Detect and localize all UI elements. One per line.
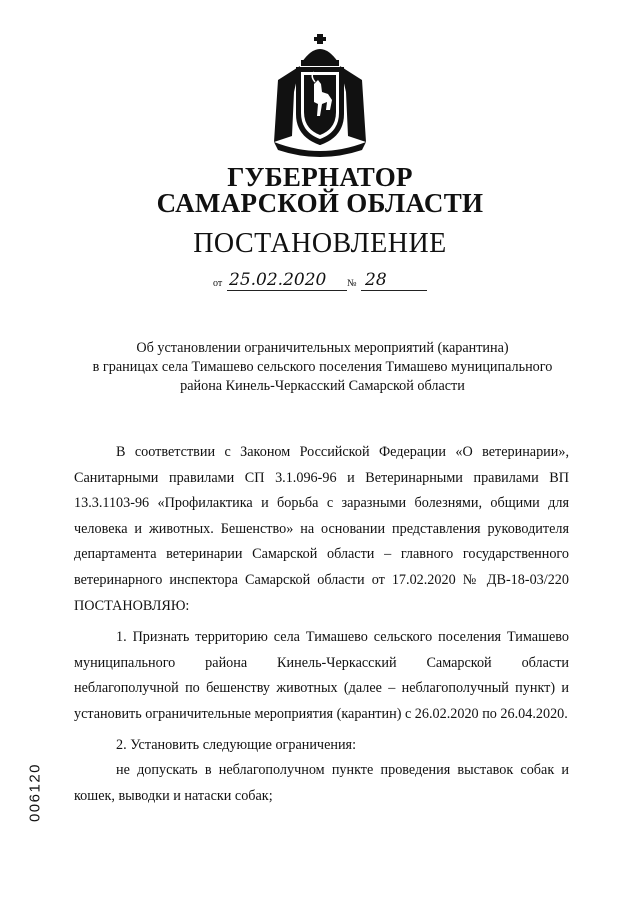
governor-title: ГУБЕРНАТОР (227, 162, 413, 192)
number-label: № (347, 278, 357, 289)
serial-number-text: 006120 (26, 762, 44, 823)
date-number-line (213, 270, 433, 294)
document-type: ПОСТАНОВЛЕНИЕ (193, 228, 447, 259)
preamble-paragraph: В соответствии с Законом Российской Федерации «О ветеринарии», Санитарными правилами СП 3.1.096-96 и Ветеринарными правилами ВП 13.3.1103-96 «Профилактика и борьба с заразными болезнями, общими для человека и животных. Бешенство» на основании представления руководителя департамента ветеринарии Самарской области – главного государственного ветеринарного инспектора Самарской области от 17.02.2020 № ДВ-18-03/220 ПОСТАНОВЛЯЮ: (74, 444, 569, 614)
document-subject (80, 339, 565, 396)
document-date: 25.02.2020 (227, 270, 347, 291)
subject-line: в границах села Тимашево сельского поселения Тимашево муниципального (92, 359, 553, 375)
region-title: САМАРСКОЙ ОБЛАСТИ (156, 188, 484, 218)
margin-serial-number (24, 760, 46, 830)
date-label: от (213, 278, 223, 289)
clause-2-paragraph: 2. Установить следующие ограничения: (116, 736, 357, 753)
document-body (74, 440, 569, 809)
subject-line: Об установлении ограничительных мероприятий (карантина) (136, 340, 509, 356)
clause-1-paragraph: 1. Признать территорию села Тимашево сельского поселения Тимашево муниципального района Кинель-Черкасский Самарской области неблагополучной по бешенству животных (далее – неблагополучный пункт) и установить ограничительные мероприятия (карантин) с 26.02.2020 по 26.04.2020. (74, 629, 569, 722)
subject-line: района Кинель-Черкасский Самарской области (180, 378, 465, 394)
restriction-paragraph: не допускать в неблагополучном пункте проведения выставок собак и кошек, выводки и натаски собак; (74, 762, 569, 804)
document-number: 28 (361, 270, 427, 291)
coat-of-arms-icon (270, 32, 370, 160)
